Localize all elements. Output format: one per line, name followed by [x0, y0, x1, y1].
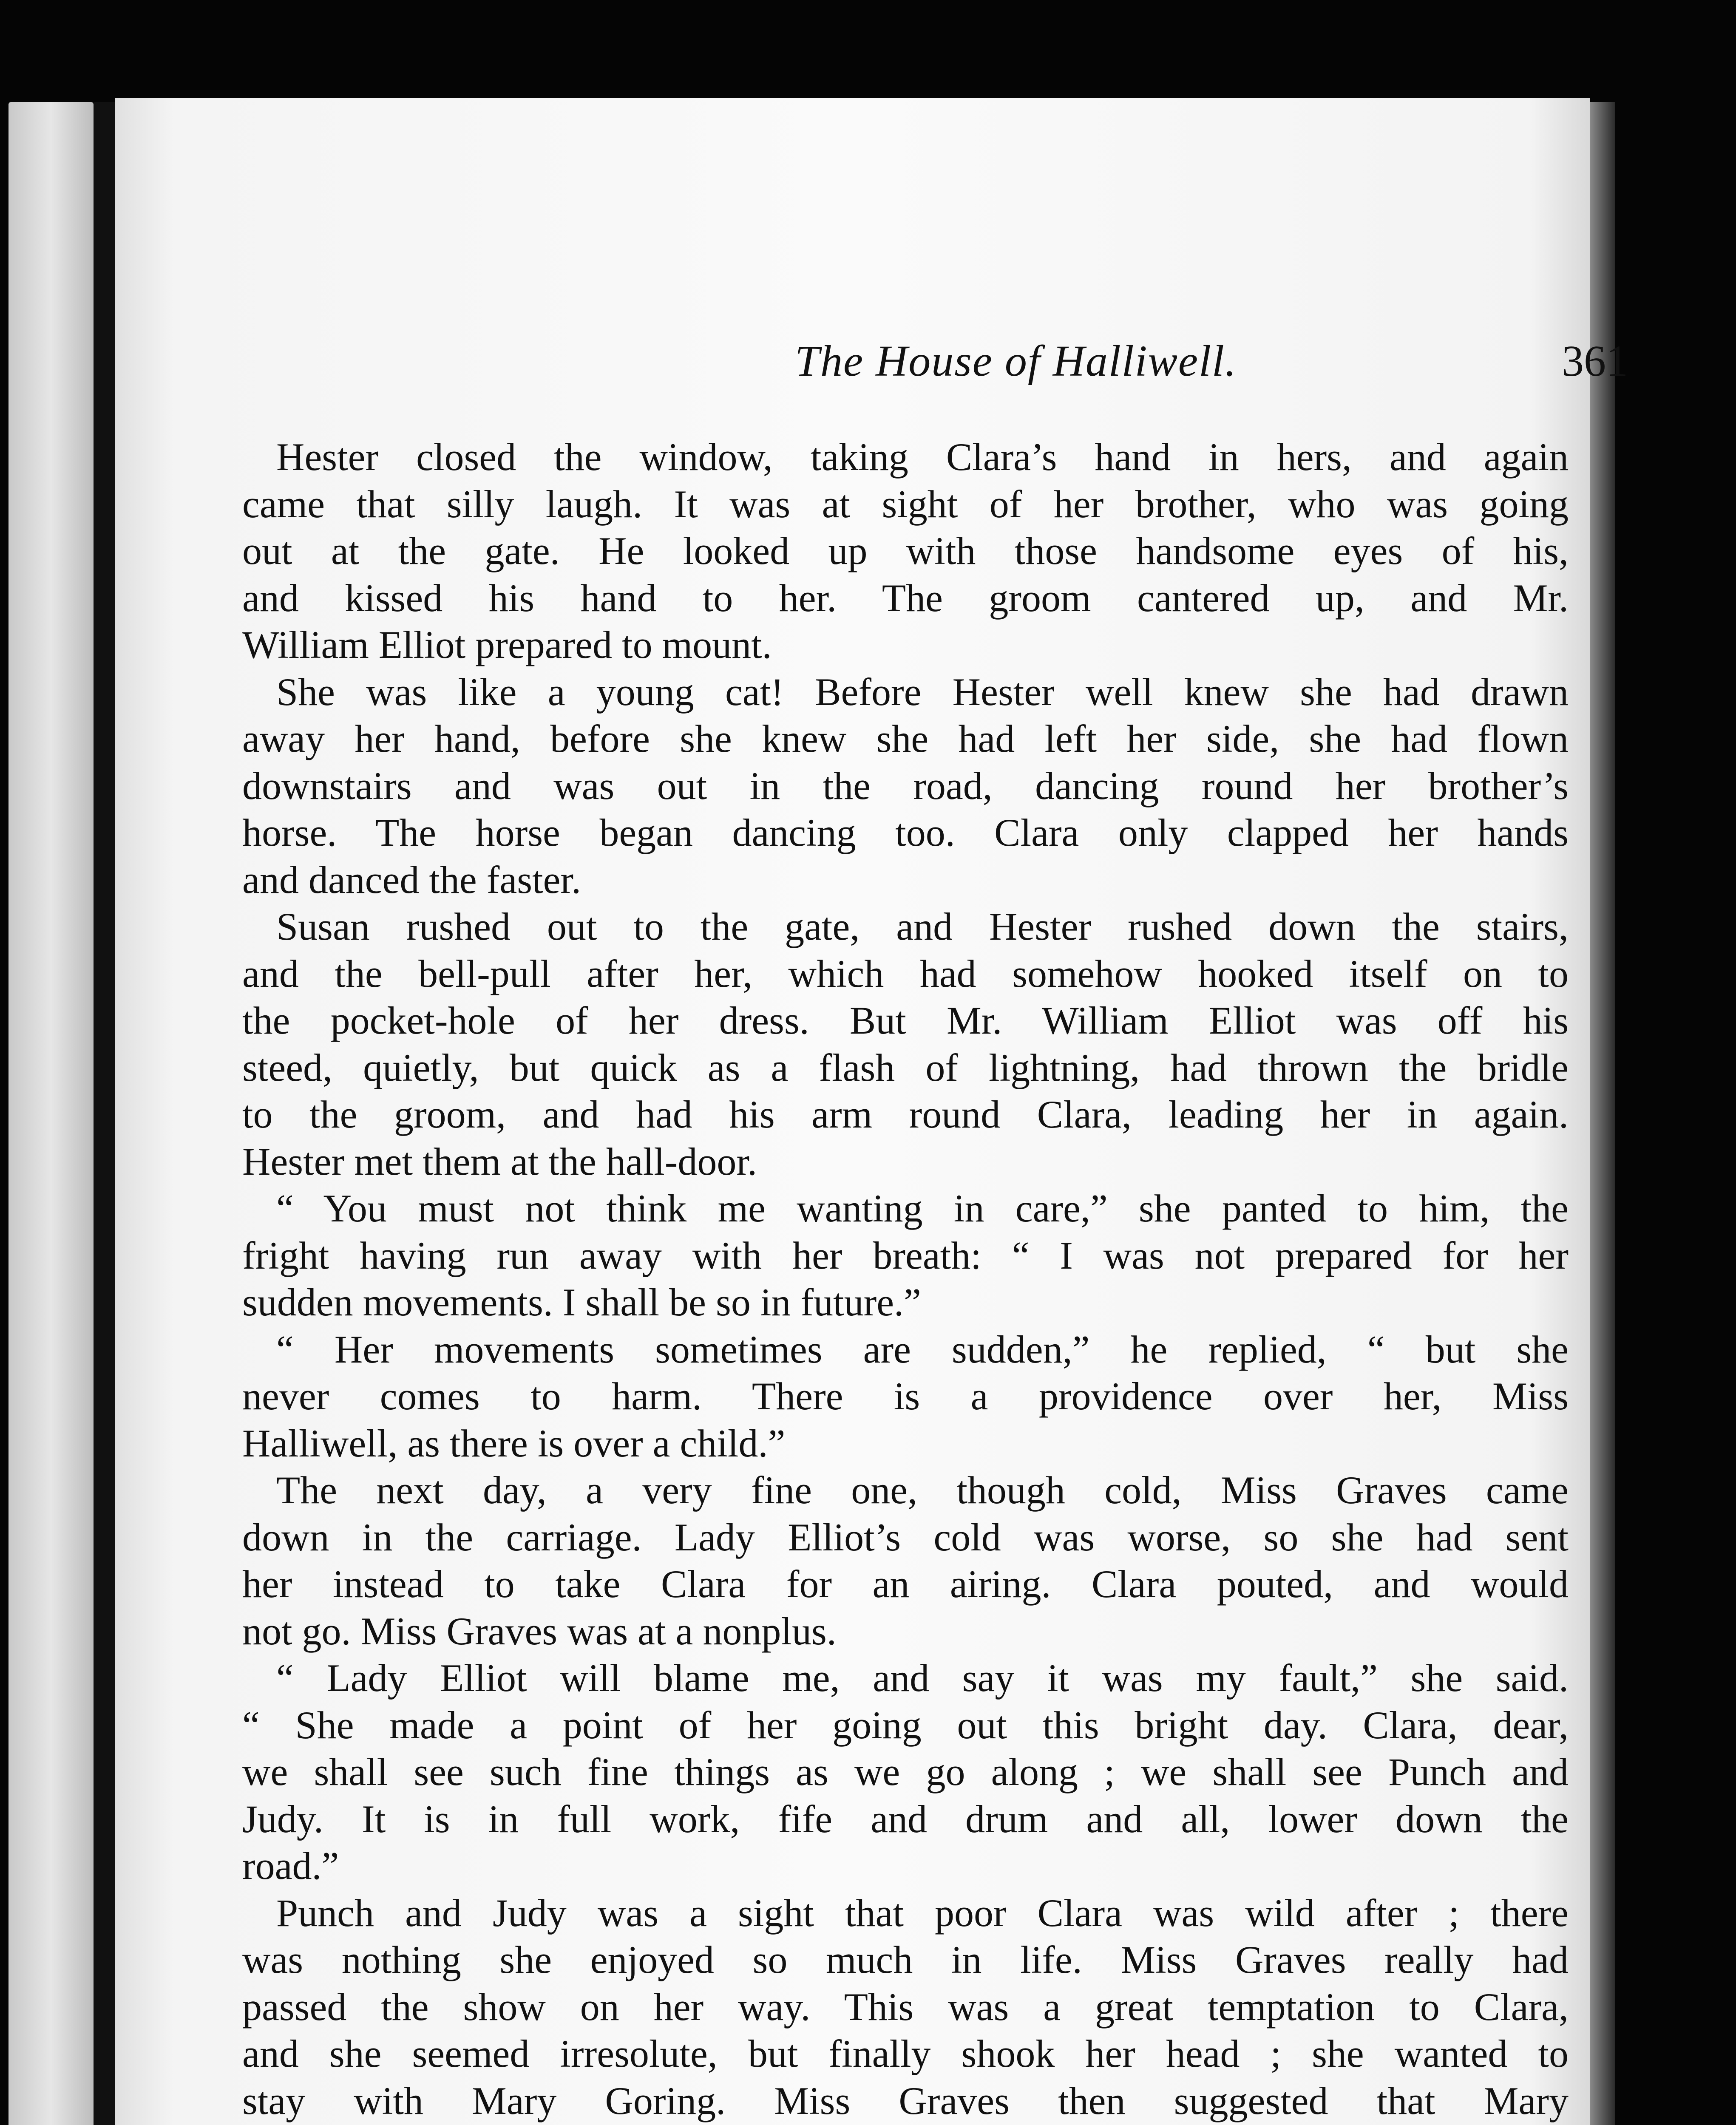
text-line: not go. Miss Graves was at a nonplus.: [242, 1609, 837, 1653]
text-line: horse. The horse began dancing too. Clara only clapped her hands: [242, 811, 1569, 854]
text-line: “ She made a point of her going out this bright day. Clara, dear,: [242, 1703, 1569, 1747]
text-line: passed the show on her way. This was a great temptation to Clara,: [242, 1985, 1569, 2029]
book-page: [115, 98, 1628, 2125]
text-line: and she seemed irresolute, but finally shook her head ; she wanted to: [242, 2032, 1569, 2075]
text-line: Hester closed the window, taking Clara’s hand in hers, and again: [276, 435, 1569, 479]
text-line: and danced the faster.: [242, 858, 581, 901]
page-number: 361: [1562, 337, 1628, 385]
text-line: sudden movements. I shall be so in future.”: [242, 1281, 921, 1324]
text-line: and the bell-pull after her, which had somehow hooked itself on to: [242, 952, 1569, 995]
text-line: Susan rushed out to the gate, and Hester rushed down the stairs,: [276, 905, 1569, 948]
text-line: Judy. It is in full work, fife and drum and all, lower down the: [242, 1797, 1569, 1841]
text-line: we shall see such fine things as we go along ; we shall see Punch and: [242, 1750, 1569, 1794]
book-gutter: [94, 102, 115, 2125]
facing-page-edge: [9, 102, 94, 2125]
text-line: was nothing she enjoyed so much in life. Miss Graves really had: [242, 1938, 1569, 1981]
text-line: William Elliot prepared to mount.: [242, 623, 772, 666]
page-edge-shadow: [1590, 102, 1615, 2125]
text-line: “ Her movements sometimes are sudden,” he replied, “ but she: [276, 1328, 1569, 1371]
text-line: down in the carriage. Lady Elliot’s cold was worse, so she had sent: [242, 1516, 1569, 1559]
text-line: to the groom, and had his arm round Clara, leading her in again.: [242, 1093, 1569, 1136]
running-head: The House of Halliwell.: [795, 337, 1237, 385]
text-line: stay with Mary Goring. Miss Graves then suggested that Mary: [242, 2079, 1569, 2122]
text-line: her instead to take Clara for an airing. Clara pouted, and would: [242, 1562, 1569, 1606]
text-line: The next day, a very fine one, though cold, Miss Graves came: [276, 1468, 1569, 1512]
text-line: never comes to harm. There is a providence over her, Miss: [242, 1374, 1569, 1418]
text-line: steed, quietly, but quick as a flash of lightning, had thrown the bridle: [242, 1046, 1569, 1089]
text-line: downstairs and was out in the road, dancing round her brother’s: [242, 764, 1569, 808]
text-line: road.”: [242, 1844, 339, 1887]
text-line: the pocket-hole of her dress. But Mr. William Elliot was off his: [242, 999, 1569, 1042]
text-line: Hester met them at the hall-door.: [242, 1140, 757, 1183]
text-line: “ Lady Elliot will blame me, and say it was my fault,” she said.: [276, 1656, 1569, 1700]
text-line: out at the gate. He looked up with those handsome eyes of his,: [242, 529, 1569, 572]
text-line: Punch and Judy was a sight that poor Clara was wild after ; there: [276, 1891, 1569, 1935]
text-line: away her hand, before she knew she had left her side, she had flown: [242, 717, 1569, 760]
text-line: fright having run away with her breath: “ I was not prepared for her: [242, 1234, 1569, 1277]
text-line: Halliwell, as there is over a child.”: [242, 1422, 786, 1465]
text-line: and kissed his hand to her. The groom cantered up, and Mr.: [242, 576, 1569, 620]
text-line: came that silly laugh. It was at sight of her brother, who was going: [242, 482, 1569, 526]
text-line: “ You must not think me wanting in care,” she panted to him, the: [276, 1187, 1569, 1230]
text-line: She was like a young cat! Before Hester well knew she had drawn: [276, 670, 1569, 714]
